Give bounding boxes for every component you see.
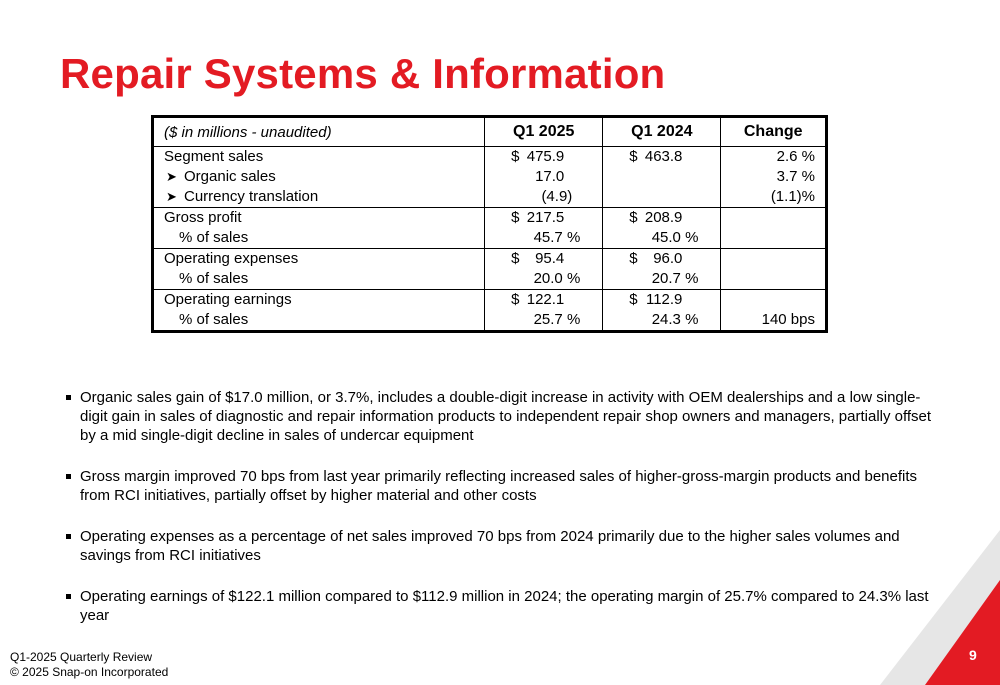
q1-2024-value: 96.0 xyxy=(653,250,683,267)
header-q1-2024: Q1 2024 xyxy=(603,117,721,147)
q1-2025-currency: $ xyxy=(511,250,520,267)
row-label: Operating expenses xyxy=(164,250,299,267)
q1-2025-value: 475.9 xyxy=(526,148,565,165)
q1-2024-value: 463.8 xyxy=(644,148,683,165)
q1-2024-currency: $ xyxy=(629,291,638,308)
q1-2024-currency: $ xyxy=(629,250,638,267)
q1-2024-value: 24.3 % xyxy=(651,311,699,328)
header-change: Change xyxy=(721,117,827,147)
q1-2025-cell xyxy=(485,290,603,332)
q1-2024-cell xyxy=(603,290,721,332)
q1-2025-value: 45.7 % xyxy=(533,229,581,246)
q1-2024-cell xyxy=(603,208,721,249)
q1-2024-currency: $ xyxy=(629,148,638,165)
q1-2025-value: 122.1 xyxy=(526,291,565,308)
arrow-bullet-icon: ➤ xyxy=(166,169,177,184)
table-row xyxy=(153,208,827,249)
row-label: Segment sales xyxy=(164,148,264,165)
q1-2025-value: 25.7 % xyxy=(533,311,581,328)
q1-2025-cell xyxy=(485,147,603,208)
table-row xyxy=(153,147,827,208)
change-value: 3.7 % xyxy=(776,168,815,185)
row-label-cell xyxy=(153,249,485,290)
q1-2025-currency: $ xyxy=(511,209,520,226)
row-label-cell xyxy=(153,208,485,249)
page-number: 9 xyxy=(969,647,977,663)
q1-2025-currency: $ xyxy=(511,291,520,308)
bullet-text: Gross margin improved 70 bps from last year primarily reflecting increased sales of higher-gross-margin products and benefits from RCI initiatives, partially offset by higher material and other costs xyxy=(80,468,918,504)
row-label-cell xyxy=(153,290,485,332)
table-header-row xyxy=(153,117,827,147)
change-cell xyxy=(721,208,827,249)
row-label: Gross profit xyxy=(164,209,242,226)
q1-2024-value: 208.9 xyxy=(644,209,683,226)
table-row xyxy=(153,290,827,332)
change-cell xyxy=(721,147,827,208)
row-label: % of sales xyxy=(179,270,249,287)
q1-2024-cell xyxy=(603,249,721,290)
header-label: ($ in millions - unaudited) xyxy=(153,117,485,147)
q1-2025-value: (4.9) xyxy=(541,188,573,205)
row-label-cell xyxy=(153,147,485,208)
footer-copyright: © 2025 Snap-on Incorporated xyxy=(10,665,169,679)
change-cell xyxy=(721,249,827,290)
row-label: % of sales xyxy=(179,311,249,328)
q1-2024-value: 20.7 % xyxy=(651,270,699,287)
q1-2025-cell xyxy=(485,249,603,290)
q1-2025-value: 217.5 xyxy=(526,209,565,226)
change-cell xyxy=(721,290,827,332)
bullet-text: Organic sales gain of $17.0 million, or 3.7%, includes a double-digit increase in activity with OEM dealerships and a low single-digit gain in sales of diagnostic and repair information products to independent repair shop owners and managers, partially offset by a mid single-digit decline in sales of undercar equipment xyxy=(80,389,932,444)
table-body xyxy=(153,147,827,332)
q1-2025-value: 95.4 xyxy=(535,250,565,267)
change-value: 140 bps xyxy=(761,311,815,328)
square-bullet-icon xyxy=(66,474,71,479)
q1-2025-value: 20.0 % xyxy=(533,270,581,287)
page-title: Repair Systems & Information xyxy=(60,50,666,97)
q1-2024-currency: $ xyxy=(629,209,638,226)
bullet-item xyxy=(66,388,936,445)
row-label: Operating earnings xyxy=(164,291,292,308)
square-bullet-icon xyxy=(66,395,71,400)
bullet-text: Operating earnings of $122.1 million compared to $112.9 million in 2024; the operating margin of 25.7% compared to 24.3% last year xyxy=(80,588,929,624)
q1-2025-currency: $ xyxy=(511,148,520,165)
financial-table xyxy=(151,115,828,333)
q1-2025-cell xyxy=(485,208,603,249)
table-row xyxy=(153,249,827,290)
row-label: Currency translation xyxy=(184,188,319,205)
row-label: % of sales xyxy=(179,229,249,246)
q1-2025-value: 17.0 xyxy=(535,168,565,185)
change-value: 2.6 % xyxy=(776,148,815,165)
bullet-text: Operating expenses as a percentage of net sales improved 70 bps from 2024 primarily due to the higher sales volumes and savings from RCI initiatives xyxy=(80,528,900,564)
row-label: Organic sales xyxy=(184,168,276,185)
square-bullet-icon xyxy=(66,534,71,539)
footer-title: Q1-2025 Quarterly Review xyxy=(10,650,153,664)
header-q1-2025: Q1 2025 xyxy=(485,117,603,147)
q1-2024-cell xyxy=(603,147,721,208)
change-value: (1.1)% xyxy=(770,188,815,205)
square-bullet-icon xyxy=(66,594,71,599)
footer xyxy=(10,650,168,680)
arrow-bullet-icon: ➤ xyxy=(166,189,177,204)
q1-2024-value: 45.0 % xyxy=(651,229,699,246)
q1-2024-value: 112.9 xyxy=(645,291,683,308)
